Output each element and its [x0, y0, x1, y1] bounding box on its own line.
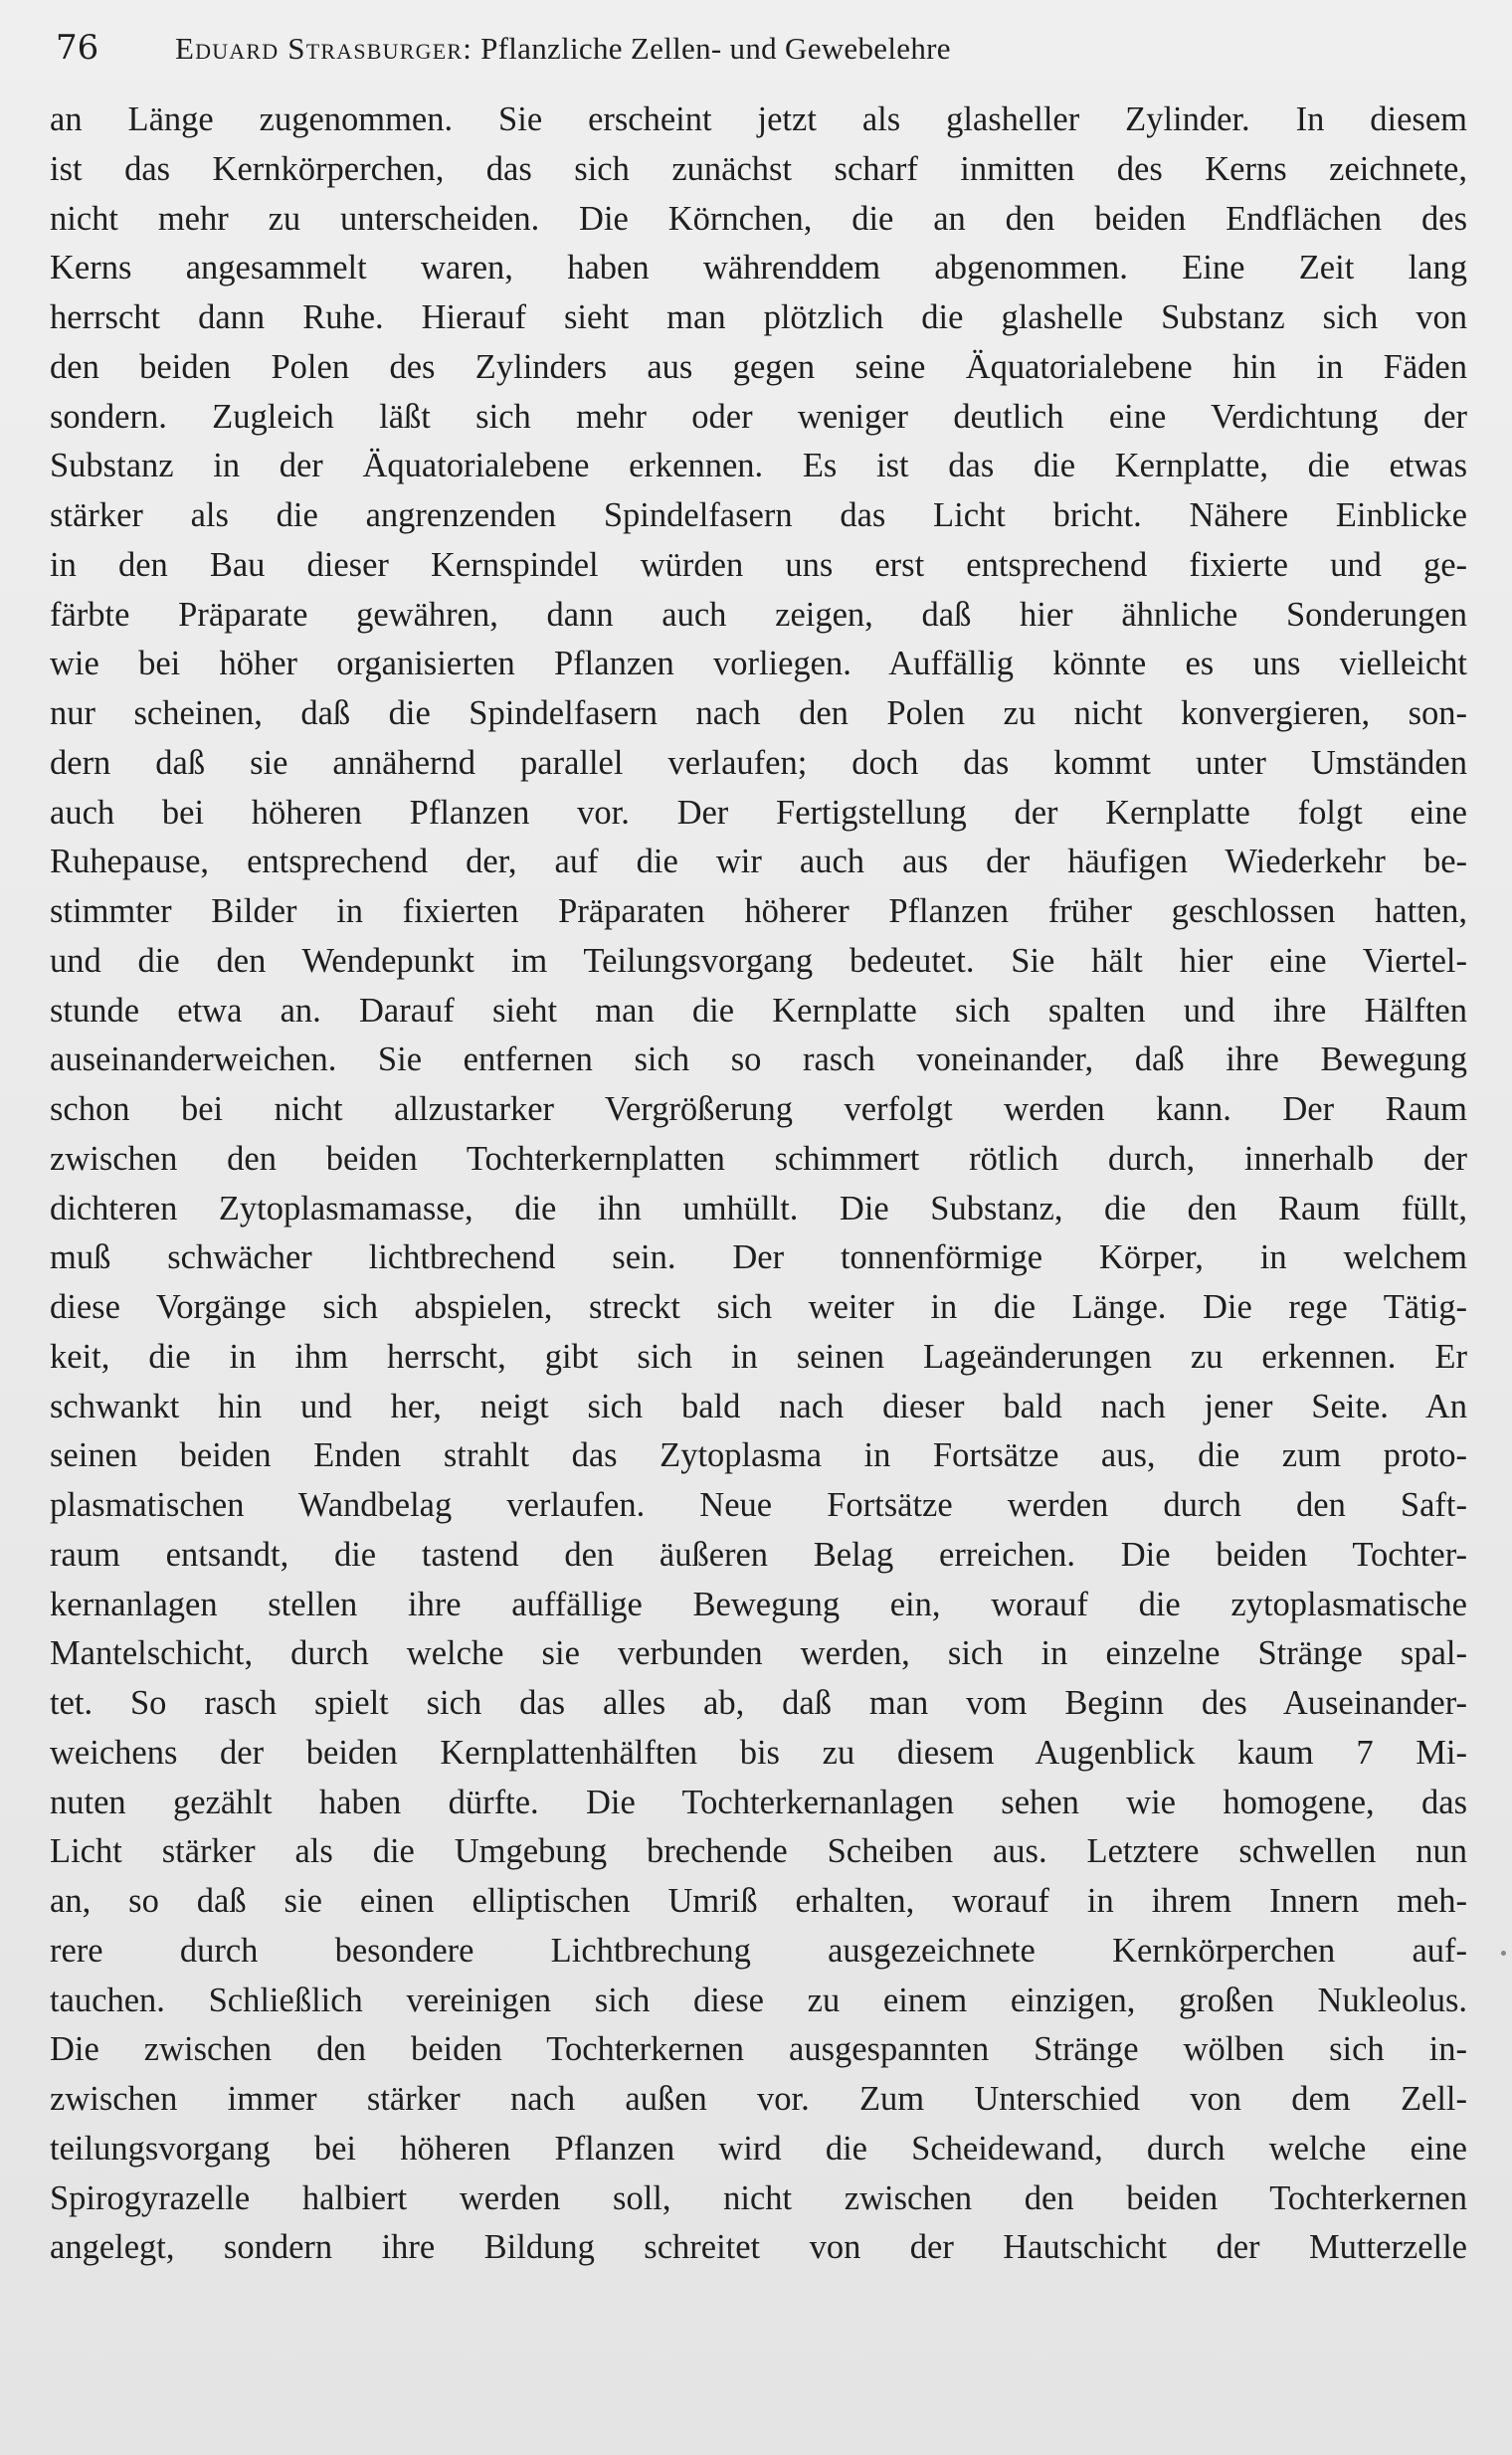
text-line: Die zwischen den beiden Tochterkernen ausgespannten Stränge wölben sich in- [50, 2030, 1467, 2069]
text-line: Licht stärker als die Umgebung brechende Scheiben aus. Letztere schwellen nun [50, 1832, 1467, 1871]
text-line: stimmter Bilder in fixierten Präparaten höherer Pflanzen früher geschlossen hatten, [50, 892, 1467, 930]
text-line: sondern. Zugleich läßt sich mehr oder weniger deutlich eine Verdichtung der [50, 397, 1467, 436]
text-line: angelegt, sondern ihre Bildung schreitet von der Hautschicht der Mutterzelle [50, 2228, 1467, 2267]
text-line: herrscht dann Ruhe. Hierauf sieht man plötzlich die glashelle Substanz sich von [50, 298, 1467, 336]
text-line: plasmatischen Wandbelag verlaufen. Neue Fortsätze werden durch den Saft- [50, 1486, 1467, 1524]
text-line: raum entsandt, die tastend den äußeren Belag erreichen. Die beiden Tochter- [50, 1535, 1467, 1574]
running-head [175, 29, 951, 69]
text-line: muß schwächer lichtbrechend sein. Der tonnenförmige Körper, in welchem [50, 1238, 1467, 1277]
text-line: nur scheinen, daß die Spindelfasern nach den Polen zu nicht konvergieren, son- [50, 694, 1467, 732]
text-line: rere durch besondere Lichtbrechung ausgezeichnete Kernkörperchen auf- [50, 1931, 1467, 1970]
text-line: schon bei nicht allzustarker Vergrößerung verfolgt werden kann. Der Raum [50, 1090, 1467, 1128]
text-line: an, so daß sie einen elliptischen Umriß erhalten, worauf in ihrem Innern meh- [50, 1882, 1467, 1920]
text-line: auseinanderweichen. Sie entfernen sich so rasch voneinander, daß ihre Bewegung [50, 1040, 1467, 1079]
text-line: stärker als die angrenzenden Spindelfasern das Licht bricht. Nähere Einblicke [50, 496, 1467, 534]
text-line: Spirogyrazelle halbiert werden soll, nicht zwischen den beiden Tochterkernen [50, 2178, 1467, 2217]
text-line: in den Bau dieser Kernspindel würden uns erst entsprechend fixierte und ge- [50, 545, 1467, 584]
text-line: weichens der beiden Kernplattenhälften bis zu diesem Augenblick kaum 7 Mi- [50, 1733, 1467, 1772]
body-text [50, 95, 1467, 2273]
running-head-author: Eduard Strasburger: [175, 31, 473, 66]
text-line: seinen beiden Enden strahlt das Zytoplasma in Fortsätze aus, die zum proto- [50, 1436, 1467, 1475]
text-line: teilungsvorgang bei höheren Pflanzen wird die Scheidewand, durch welche eine [50, 2129, 1467, 2168]
text-line: nuten gezählt haben dürfte. Die Tochterkernanlagen sehen wie homogene, das [50, 1783, 1467, 1821]
margin-speck [1501, 1951, 1506, 1956]
text-line: zwischen immer stärker nach außen vor. Zum Unterschied von dem Zell- [50, 2080, 1467, 2118]
text-line: kernanlagen stellen ihre auffällige Bewegung ein, worauf die zytoplasmatische [50, 1585, 1467, 1623]
text-line: wie bei höher organisierten Pflanzen vorliegen. Auffällig könnte es uns vielleicht [50, 645, 1467, 683]
text-line: Ruhepause, entsprechend der, auf die wir auch aus der häufigen Wiederkehr be- [50, 843, 1467, 881]
text-line: nicht mehr zu unterscheiden. Die Körnchen, die an den beiden Endflächen des [50, 199, 1467, 238]
text-line: zwischen den beiden Tochterkernplatten schimmert rötlich durch, innerhalb der [50, 1139, 1467, 1178]
running-head-title: Pflanzliche Zellen- und Gewebelehre [480, 31, 951, 66]
text-line: dern daß sie annähernd parallel verlaufen; doch das kommt unter Umständen [50, 743, 1467, 782]
page-header [56, 28, 1456, 68]
page-number: 76 [56, 28, 99, 68]
text-line: den beiden Polen des Zylinders aus gegen seine Äquatorialebene hin in Fäden [50, 347, 1467, 386]
text-line: Mantelschicht, durch welche sie verbunden werden, sich in einzelne Stränge spal- [50, 1634, 1467, 1673]
text-line: dichteren Zytoplasmamasse, die ihn umhüllt. Die Substanz, die den Raum füllt, [50, 1189, 1467, 1228]
text-line: tauchen. Schließlich vereinigen sich diese zu einem einzigen, großen Nukleolus. [50, 1981, 1467, 2019]
text-line: keit, die in ihm herrscht, gibt sich in seinen Lageänderungen zu erkennen. Er [50, 1337, 1467, 1376]
text-line: färbte Präparate gewähren, dann auch zeigen, daß hier ähnliche Sonderungen [50, 595, 1467, 634]
text-line: stunde etwa an. Darauf sieht man die Kernplatte sich spalten und ihre Hälften [50, 991, 1467, 1030]
text-line: und die den Wendepunkt im Teilungsvorgang bedeutet. Sie hält hier eine Viertel- [50, 941, 1467, 980]
text-line: tet. So rasch spielt sich das alles ab, daß man vom Beginn des Auseinander- [50, 1684, 1467, 1722]
text-line: Kerns angesammelt waren, haben währenddem abgenommen. Eine Zeit lang [50, 249, 1467, 287]
text-line: ist das Kernkörperchen, das sich zunächst scharf inmitten des Kerns zeichnete, [50, 149, 1467, 188]
text-line: auch bei höheren Pflanzen vor. Der Fertigstellung der Kernplatte folgt eine [50, 793, 1467, 832]
text-line: diese Vorgänge sich abspielen, streckt sich weiter in die Länge. Die rege Tätig- [50, 1288, 1467, 1326]
text-line: schwankt hin und her, neigt sich bald nach dieser bald nach jener Seite. An [50, 1387, 1467, 1425]
text-line: Substanz in der Äquatorialebene erkennen. Es ist das die Kernplatte, die etwas [50, 447, 1467, 485]
text-line: an Länge zugenommen. Sie erscheint jetzt als glasheller Zylinder. In diesem [50, 100, 1467, 138]
